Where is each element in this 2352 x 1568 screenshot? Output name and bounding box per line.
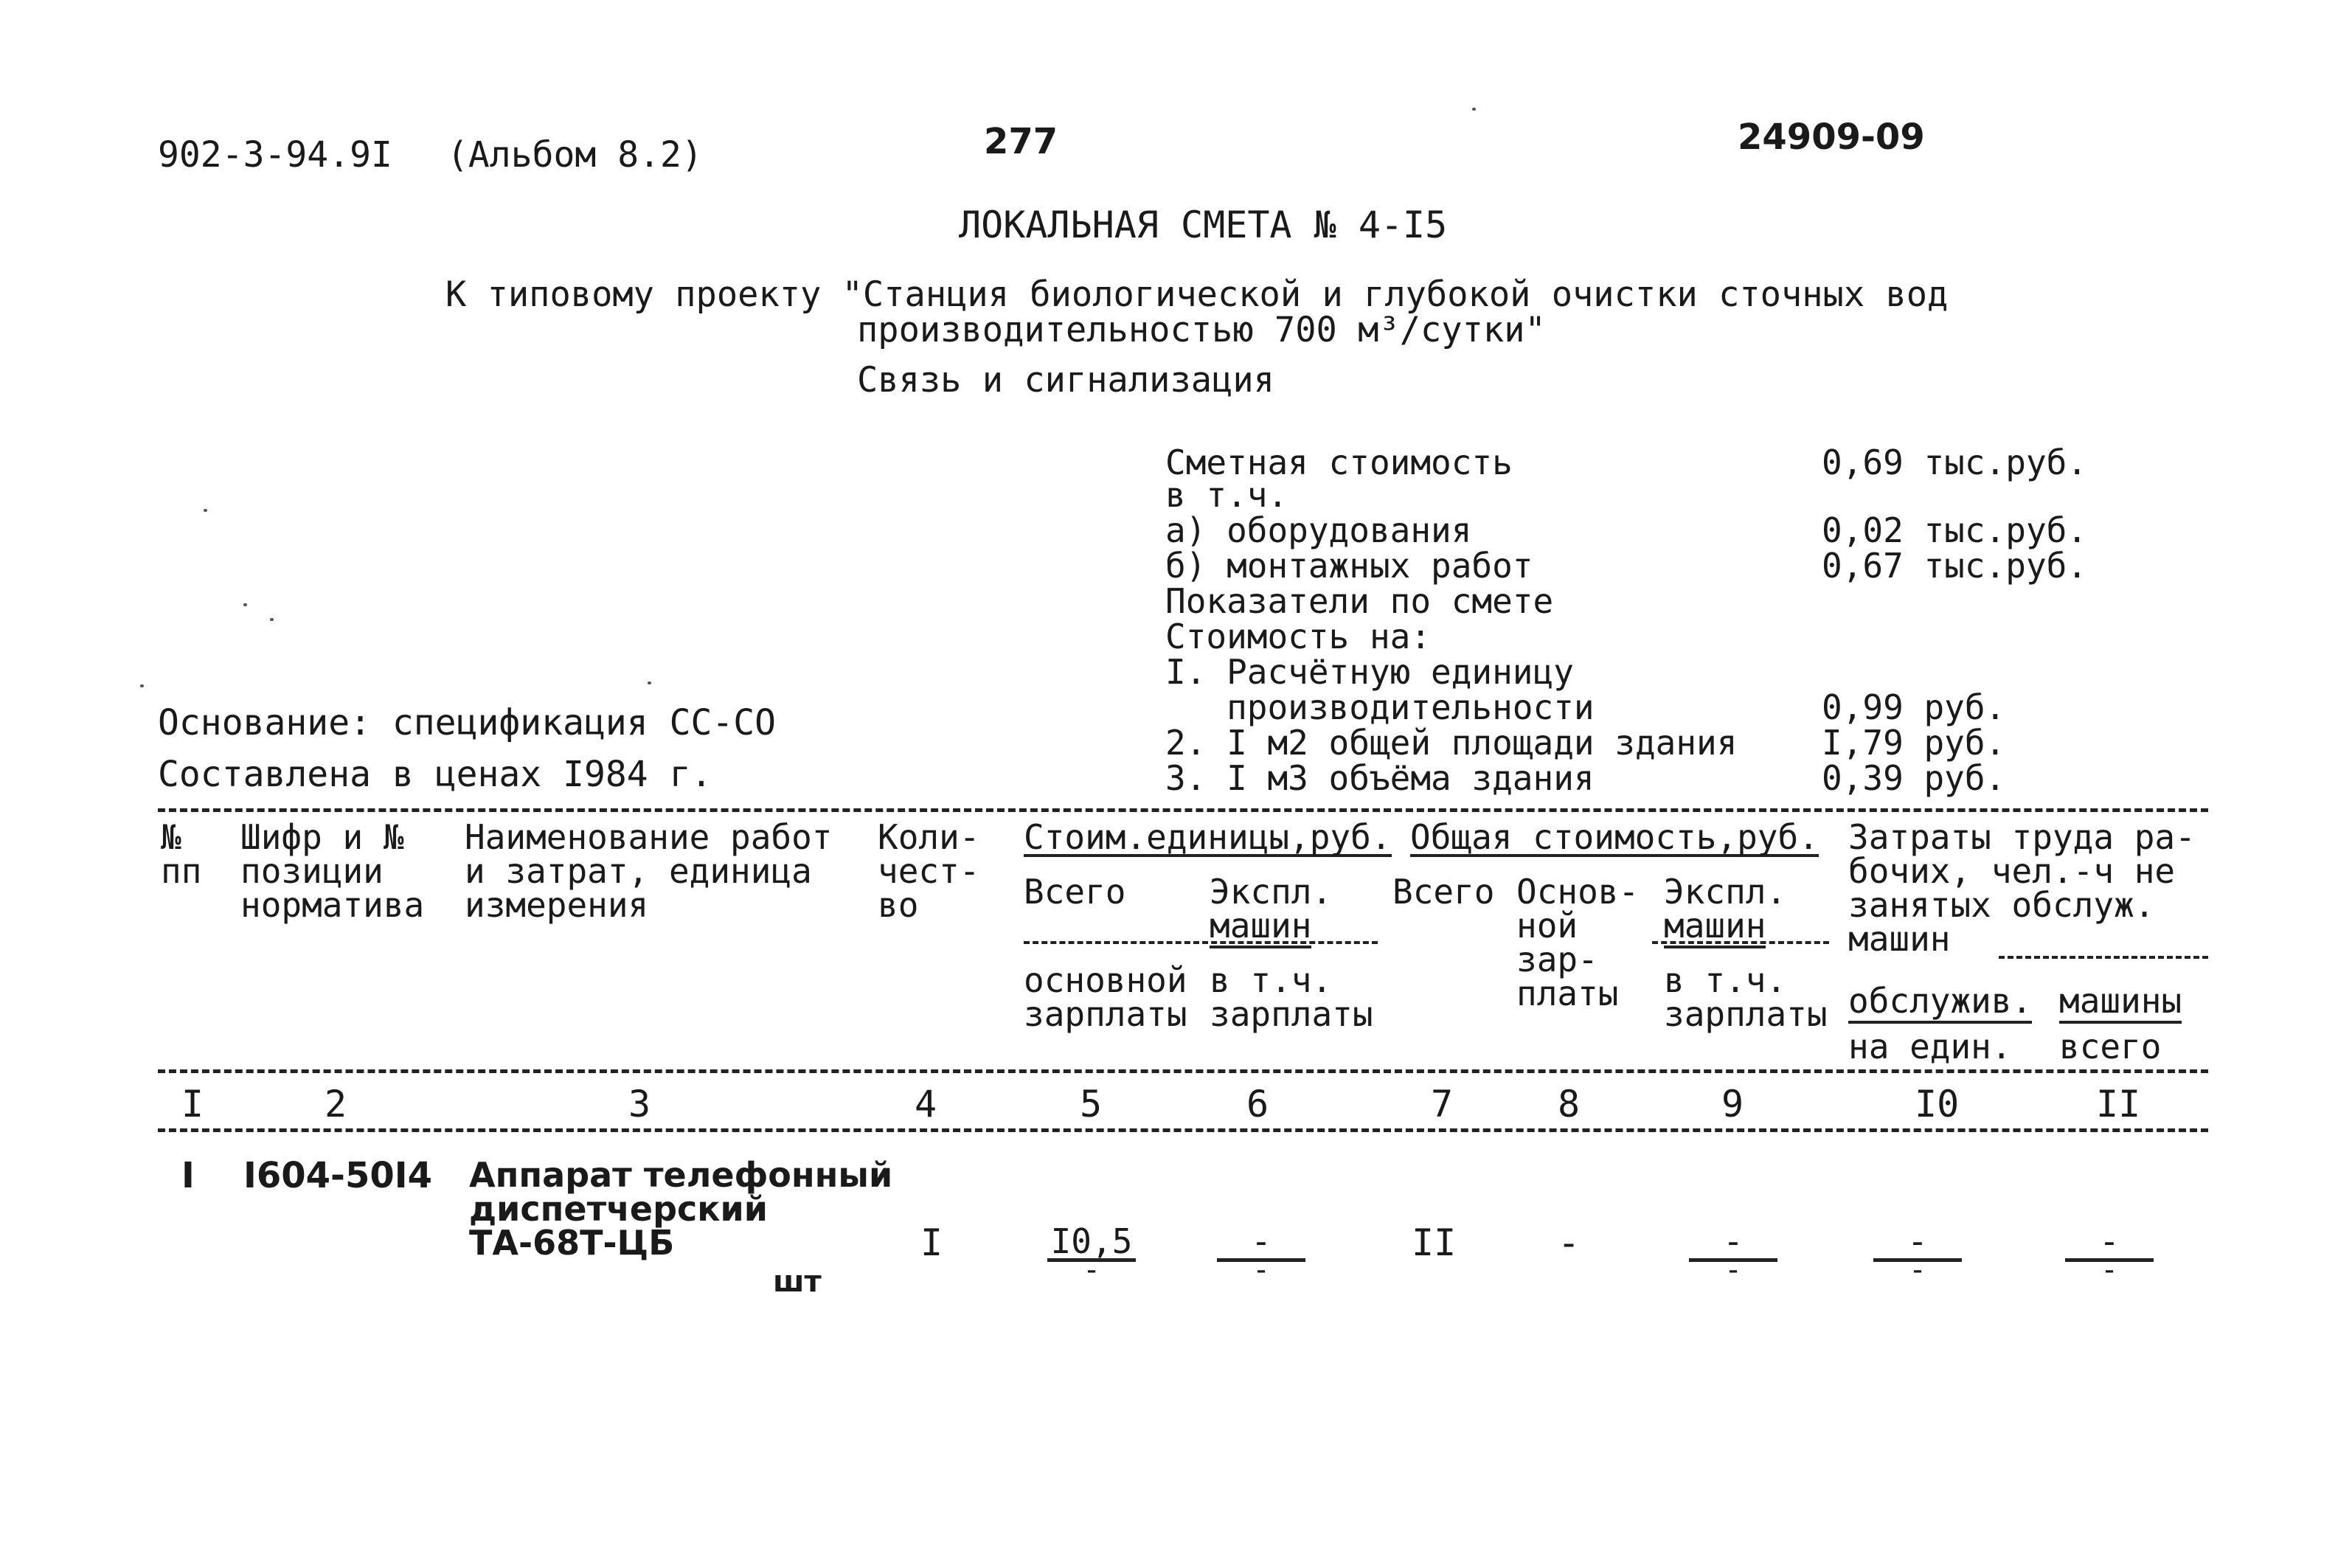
scan-speck [270,618,274,621]
header-inner-rule [1999,956,2208,959]
basis-line-2: Составлена в ценах I984 г. [158,754,712,795]
cost-label: Сметная стоимость [1165,443,1513,482]
column-number: 7 [1431,1083,1454,1125]
cost-label: в т.ч. [1165,475,1288,515]
inventory-number: 24909-09 [1738,117,1925,158]
header-col-5: Всего [1024,872,1126,912]
row-total-wage: - [1558,1221,1581,1264]
header-col-8: Основ- ной зар- платы [1516,872,1640,1013]
column-number: 2 [325,1083,347,1125]
column-number: 4 [915,1083,937,1125]
column-number: 3 [628,1083,651,1125]
cost-label: производительности [1165,687,1595,727]
scan-speck [648,681,651,684]
column-numbers-top-rule [158,1069,2208,1073]
scan-speck [243,603,247,606]
column-number: I0 [1915,1083,1960,1125]
cost-label: а) оборудования [1165,510,1472,550]
row-unit-total-wage: - [1082,1253,1101,1287]
column-number: 9 [1721,1083,1744,1125]
row-unit-machine-wage: - [1252,1253,1271,1287]
cost-value: 0,02 тыс.руб. [1822,510,2088,550]
scan-speck [140,684,144,687]
row-labor-total [2065,1221,2154,1287]
row-labor-unit-value: - [1873,1224,1962,1262]
header-inner-rule [1652,941,1829,944]
row-labor-total-value: - [2065,1224,2154,1262]
header-col-10: обслужив. на един. [1848,981,2033,1066]
cost-value: 0,67 тыс.руб. [1822,546,2088,586]
column-number: 8 [1558,1083,1581,1125]
header-col-1: № пп [161,817,202,891]
cost-label: 3. I м3 объёма здания [1165,758,1595,798]
header-col-9-sub: в т.ч. зарплаты [1664,960,1828,1034]
row-total-machine-value: - [1689,1224,1777,1262]
header-labor-group: Затраты труда ра- бочих, чел.-ч не занятых обслуж. машин [1848,817,2196,959]
doc-code: 902-3-94.9I [158,134,392,176]
section-title: Связь и сигнализация [857,360,1274,400]
row-name: Аппарат телефонный диспетчерский ТА-68Т-ЦБ [469,1155,893,1263]
page-title: ЛОКАЛЬНАЯ СМЕТА № 4-I5 [959,204,1448,246]
row-qty: I [920,1221,943,1264]
header-col-7: Всего [1392,872,1495,912]
row-labor-unit [1873,1221,1962,1287]
header-col-6: Экспл. машин [1210,875,1332,943]
cost-value: 0,69 тыс.руб. [1822,443,2088,482]
page-number: 277 [984,121,1058,162]
subtitle-line-2: производительностью 700 м³/сутки" [857,310,1546,350]
cost-label: I. Расчётную единицу [1165,652,1574,692]
album-label: (Альбом 8.2) [447,134,703,176]
row-code: I604-50I4 [243,1155,433,1196]
cost-value: 0,99 руб. [1822,687,2006,727]
table-top-rule [158,808,2208,812]
row-unit-total-value: I0,5 [1047,1224,1136,1262]
header-col-4: Коли- чест- во [878,817,980,925]
header-unit-cost-group: Стоим.единицы,руб. [1024,817,1392,857]
scan-speck [1472,108,1476,111]
column-numbers-bottom-rule [158,1128,2208,1132]
row-unit-machine [1217,1221,1305,1287]
header-col-6-sub: в т.ч. зарплаты [1210,960,1373,1034]
header-total-cost-group: Общая стоимость,руб. [1410,817,1819,857]
header-col-9: Экспл. машин [1664,875,1786,943]
row-total: II [1412,1221,1457,1264]
row-number: I [181,1155,195,1196]
cost-label: Стоимость на: [1165,617,1432,656]
row-labor-unit-sub: - [1908,1253,1927,1287]
basis-line-1: Основание: спецификация СС-СО [158,702,777,743]
cost-label: 2. I м2 общей площади здания [1165,723,1738,763]
cost-label: Показатели по смете [1165,581,1554,621]
header-col-3: Наименование работ и затрат, единица измерения [465,817,833,925]
cost-label: б) монтажных работ [1165,546,1533,586]
header-col-2: Шифр и № позиции норматива [240,817,425,925]
row-labor-total-sub: - [2100,1253,2119,1287]
scan-speck [204,509,207,512]
column-number: 5 [1080,1083,1103,1125]
cost-value: I,79 руб. [1822,723,2006,763]
header-inner-rule [1024,941,1378,944]
column-number: I [181,1083,204,1125]
header-col-5-sub: основной зарплаты [1024,960,1187,1034]
subtitle-line-1: К типовому проекту "Станция биологической и глубокой очистки сточных вод [445,274,1949,315]
column-number: 6 [1246,1083,1269,1125]
cost-value: 0,39 руб. [1822,758,2006,798]
row-total-machine [1689,1221,1777,1287]
row-total-machine-wage: - [1724,1253,1743,1287]
row-unit-total [1047,1221,1136,1287]
column-number: II [2096,1083,2141,1125]
header-col-11: машины всего [2059,981,2182,1066]
row-unit-machine-value: - [1217,1224,1305,1262]
row-unit: шт [773,1265,822,1299]
